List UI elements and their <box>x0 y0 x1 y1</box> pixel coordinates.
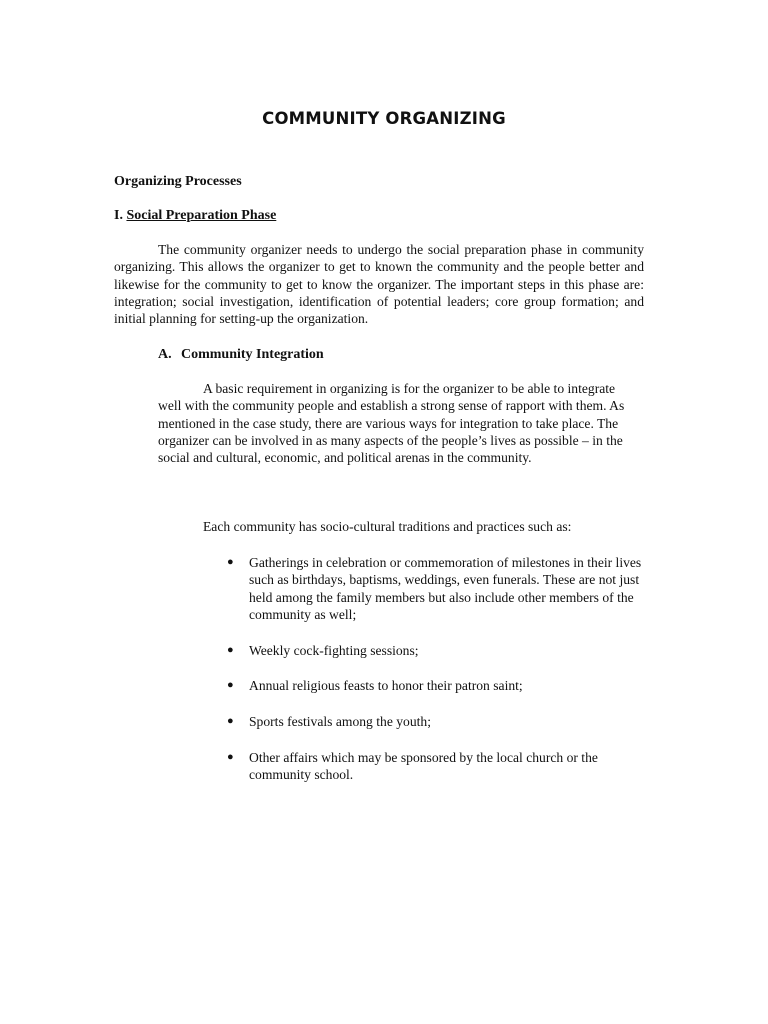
list-item-text: Weekly cock-fighting sessions; <box>249 642 419 658</box>
list-intro-paragraph: Each community has socio-cultural traditions and practices such as: <box>203 519 572 534</box>
section-heading: Organizing Processes <box>114 174 242 189</box>
subsection-letter: A. <box>158 347 172 362</box>
list-item-text: Sports festivals among the youth; <box>249 714 431 730</box>
subsection-title: Community Integration <box>181 347 324 362</box>
bullet-icon: ● <box>227 556 234 568</box>
phase-intro-paragraph: The community organizer needs to undergo the social preparation phase in community organizing. This allows the organizer to get to known the community and the people better and likewise for the community to get to know the organizer. The important steps in this phase are: integration; social investigation, identification of potential leaders; core group formation; and initial planning for setting-up the organization. <box>114 242 644 327</box>
bullet-icon: ● <box>227 715 234 728</box>
bullet-icon: ● <box>227 751 234 764</box>
list-item-text: Gatherings in celebration or commemoration of milestones in their lives such as birthdays, baptisms, weddings, even funerals. These are not just held among the family members but also include other members of the community as well; <box>249 555 642 622</box>
list-item-text: Other affairs which may be sponsored by the local church or the community school. <box>249 750 598 783</box>
list-item <box>218 677 648 694</box>
page-title: COMMUNITY ORGANIZING <box>262 109 506 128</box>
subsection-heading <box>158 346 324 363</box>
bullet-icon: ● <box>227 679 234 692</box>
list-item <box>218 642 648 659</box>
phase-heading <box>114 207 276 224</box>
bullet-icon: ● <box>227 643 234 656</box>
list-item-text: Annual religious feasts to honor their patron saint; <box>249 678 523 694</box>
list-item <box>218 713 648 730</box>
traditions-list <box>218 554 648 802</box>
list-item <box>218 554 648 623</box>
phase-title: Social Preparation Phase <box>126 208 277 223</box>
phase-number: I. <box>114 208 123 223</box>
subsection-body-paragraph: A basic requirement in organizing is for the organizer to be able to integrate well with the community people and establish a strong sense of rapport with them. As mentioned in the case study, there are various ways for integration to take place. The organizer can be involved in as many aspects of the people’s lives as possible – in the social and cultural, economic, and political arenas in the community. <box>158 381 625 466</box>
list-item <box>218 749 648 784</box>
